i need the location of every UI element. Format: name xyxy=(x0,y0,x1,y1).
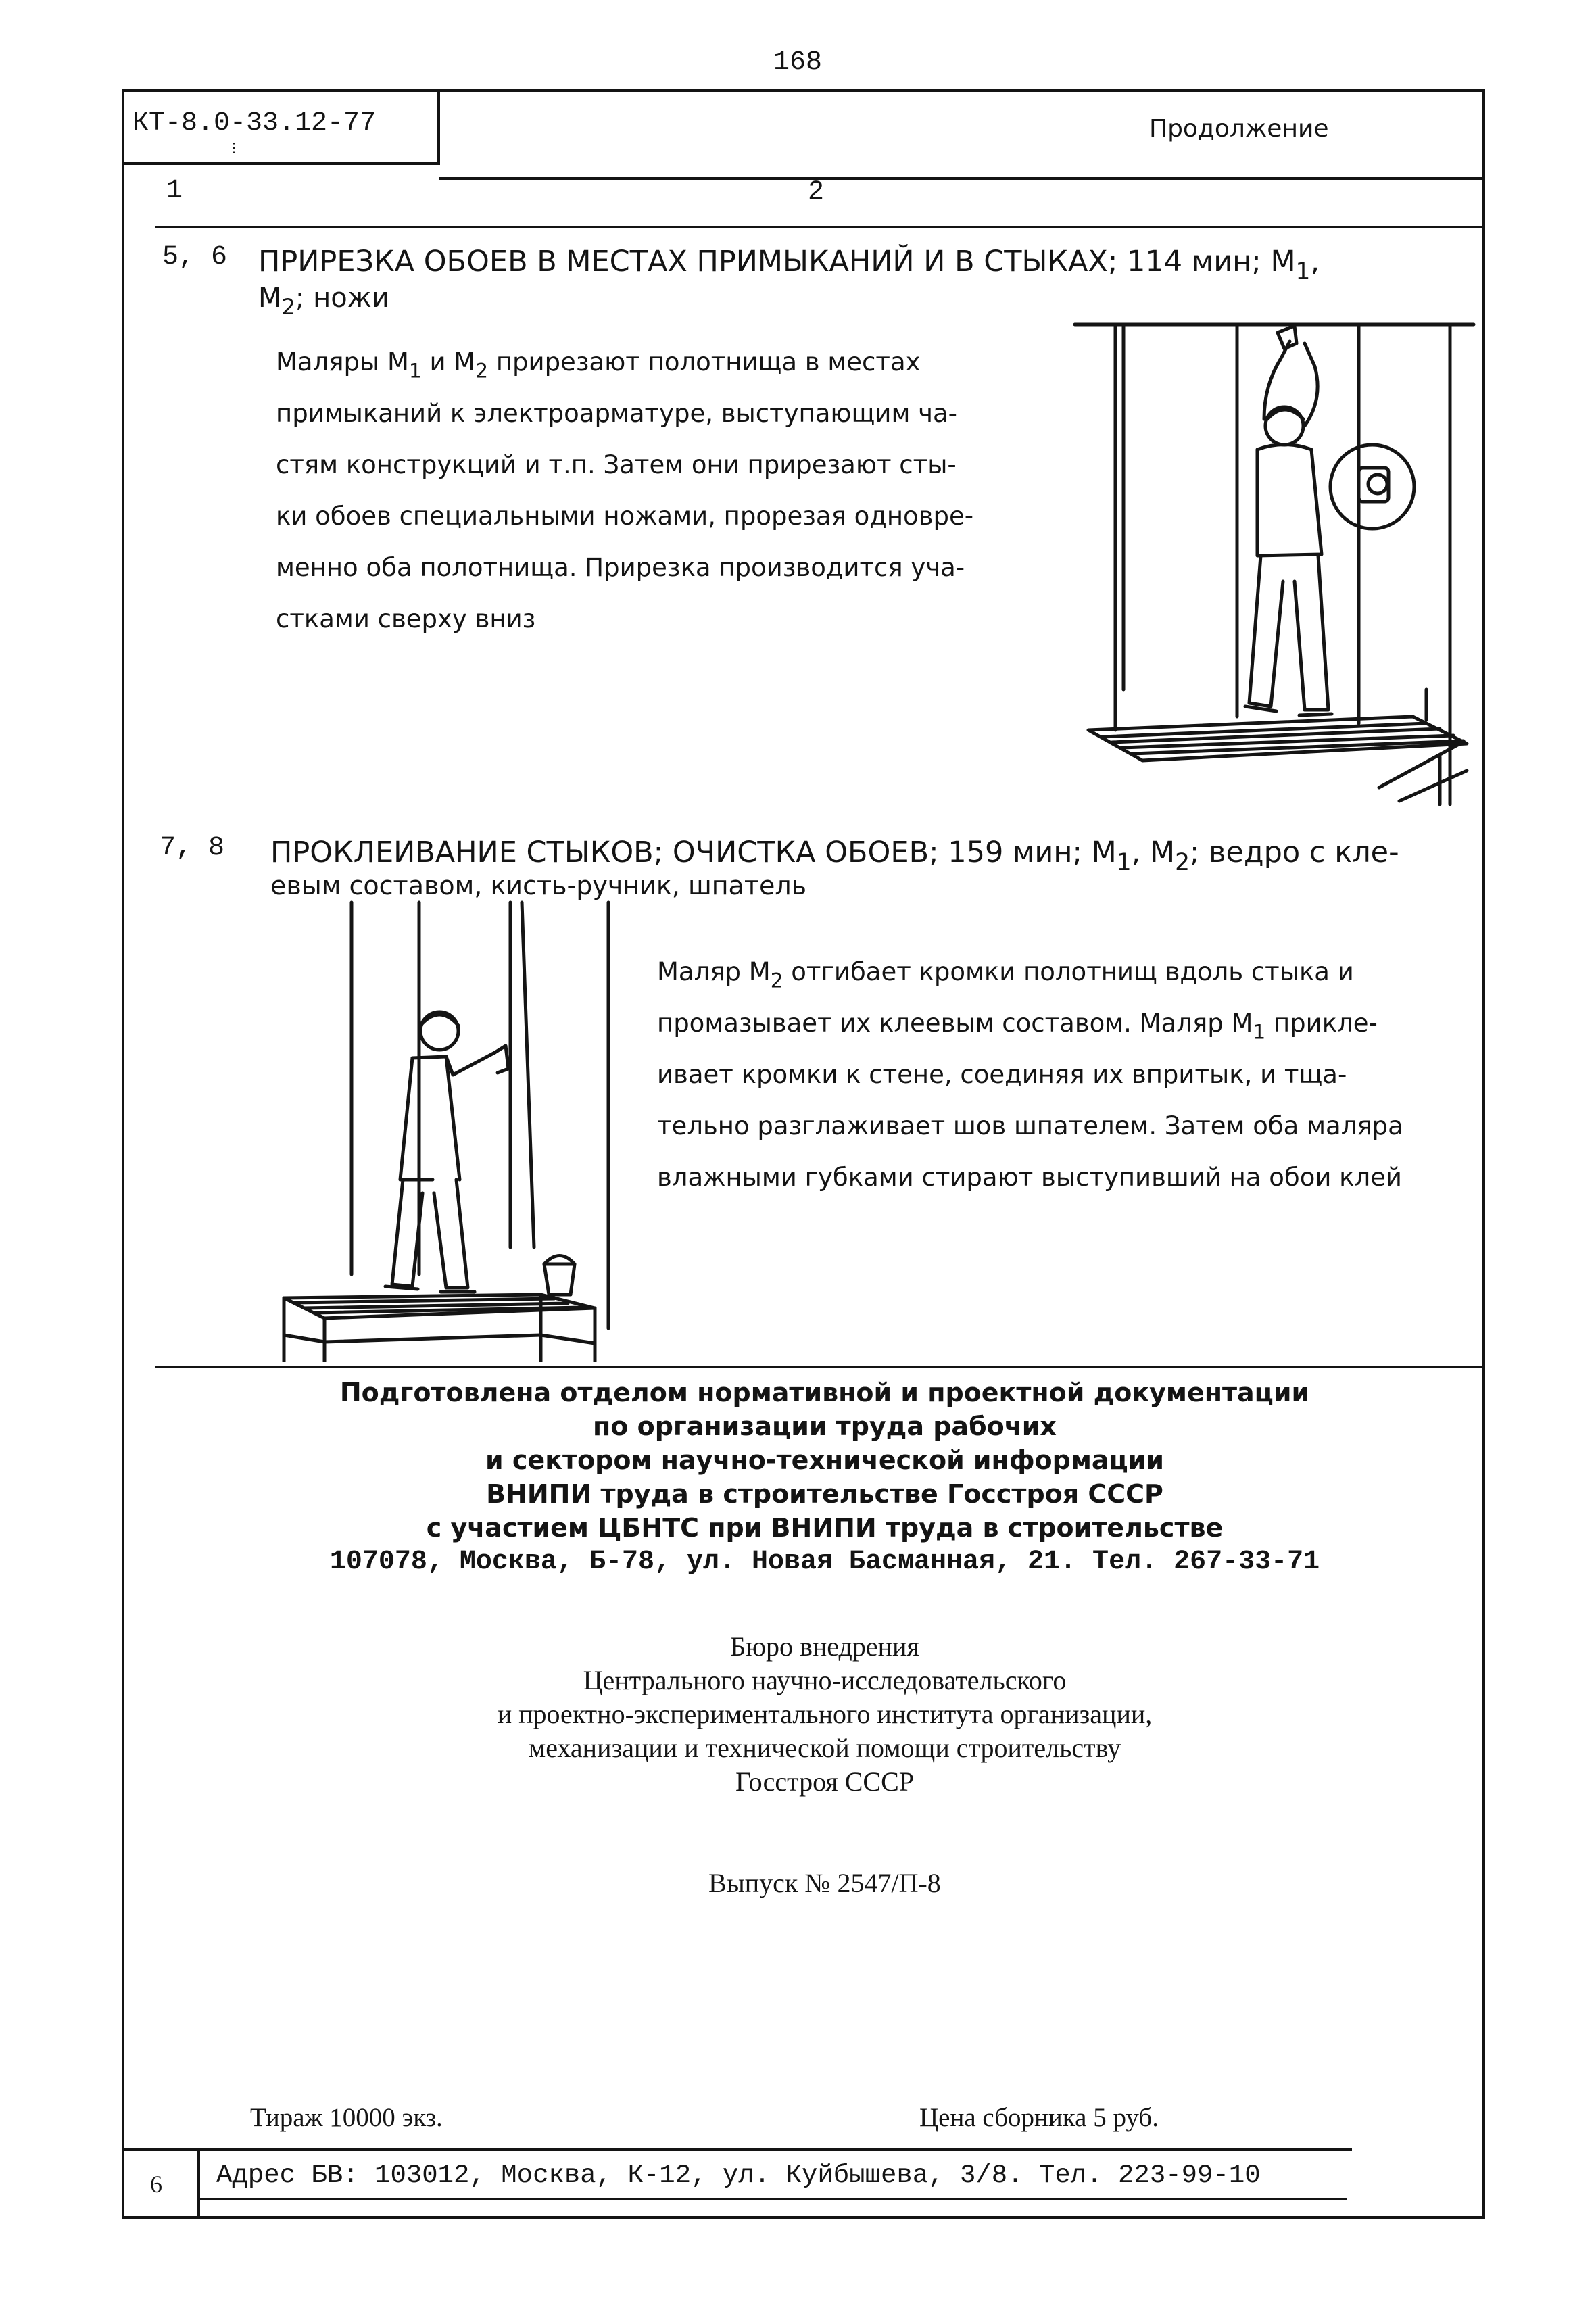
section-title: ПРОКЛЕИВАНИЕ СТЫКОВ; ОЧИСТКА ОБОЕВ; 159 мин; $М_1$, $М_2$; ведро с кле- xyxy=(270,836,1399,877)
bureau-address: Адрес БВ: 103012, Москва, К-12, ул. Куйбышева, 3/8. Тел. 223-99-10 xyxy=(216,2161,1261,2190)
address-rule-top xyxy=(122,2148,1352,2151)
frame-bottom-border xyxy=(122,2216,1485,2219)
circulation: Тираж 10000 экз. xyxy=(250,2103,443,2132)
imprint-divider xyxy=(155,1366,1485,1368)
bureau-line: Госстроя СССР xyxy=(735,1766,914,1797)
section-title-line-2: евым составом, кисть-ручник, шпатель xyxy=(270,871,807,900)
imprint-line: Подготовлена отделом нормативной и проектной документации xyxy=(339,1378,1310,1407)
section-number: 5, 6 xyxy=(162,242,228,272)
illustration-trimming-wallpaper xyxy=(1061,311,1480,811)
section-title: ПРИРЕЗКА ОБОЕВ В МЕСТАХ ПРИМЫКАНИЙ И В СТЫКАХ; 114 мин; $М_1$, xyxy=(258,245,1320,286)
illustration-gluing-seams xyxy=(243,896,635,1362)
bureau-line: Центрального научно-исследовательского xyxy=(583,1665,1067,1695)
imprint-line: по организации труда рабочих xyxy=(593,1412,1057,1441)
corner-box-divider xyxy=(197,2148,200,2219)
section-description: Маляр $М_2$ отгибает кромки полотнищ вдоль стыка и промазывает их клеевым составом. Маляр $М_1$ прикле- ивает кромки к стене, соединяя их впритык, и тща- тельно разглаживает шов шпателем. Затем оба маляра влажными губками стирают выступивший на обои клей xyxy=(657,957,1403,1192)
header-rule-top xyxy=(439,177,1485,180)
imprint-line: с участием ЦБНТС при ВНИПИ труда в строительстве xyxy=(426,1513,1224,1543)
column-2-header: 2 xyxy=(808,177,825,208)
imprint-line: и сектором научно-технической информации xyxy=(485,1445,1164,1475)
imprint-line: ВНИПИ труда в строительстве Госстроя СССР xyxy=(486,1479,1163,1509)
header-rule-bottom xyxy=(155,226,1485,228)
section-title-line-2: $М_2$; ножи xyxy=(258,283,389,320)
document-code-mark: ⋮ xyxy=(227,141,241,157)
frame-left-border xyxy=(122,89,124,2219)
page-number: 168 xyxy=(773,47,822,78)
corner-mark: 6 xyxy=(150,2171,162,2198)
imprint-address: 107078, Москва, Б-78, ул. Новая Басманная, 21. Тел. 267-33-71 xyxy=(329,1547,1320,1577)
bureau-line: механизации и технической помощи строительству xyxy=(528,1733,1121,1763)
document-code: КТ-8.0-33.12-77 xyxy=(132,108,377,139)
continuation-label: Продолжение xyxy=(1149,115,1329,143)
bureau-line: и проектно-экспериментального института организации, xyxy=(497,1699,1153,1729)
column-1-header: 1 xyxy=(166,176,183,206)
section-number: 7, 8 xyxy=(160,833,225,863)
address-rule-bottom xyxy=(197,2198,1347,2200)
section-description: Маляры $М_1$ и $М_2$ прирезают полотнища в местах примыканий к электроарматуре, выступающим ча- стям конструкций и т.п. Затем они прирезают сты- ки обоев специальными ножами, прорезая одновре- менно оба полотнища. Прирезка производится уча- стками сверху вниз xyxy=(276,347,974,633)
bureau-line: Бюро внедрения xyxy=(730,1631,919,1662)
frame-right-border xyxy=(1482,89,1485,2219)
issue-number: Выпуск № 2547/П-8 xyxy=(708,1868,941,1898)
price: Цена сборника 5 руб. xyxy=(919,2103,1159,2132)
